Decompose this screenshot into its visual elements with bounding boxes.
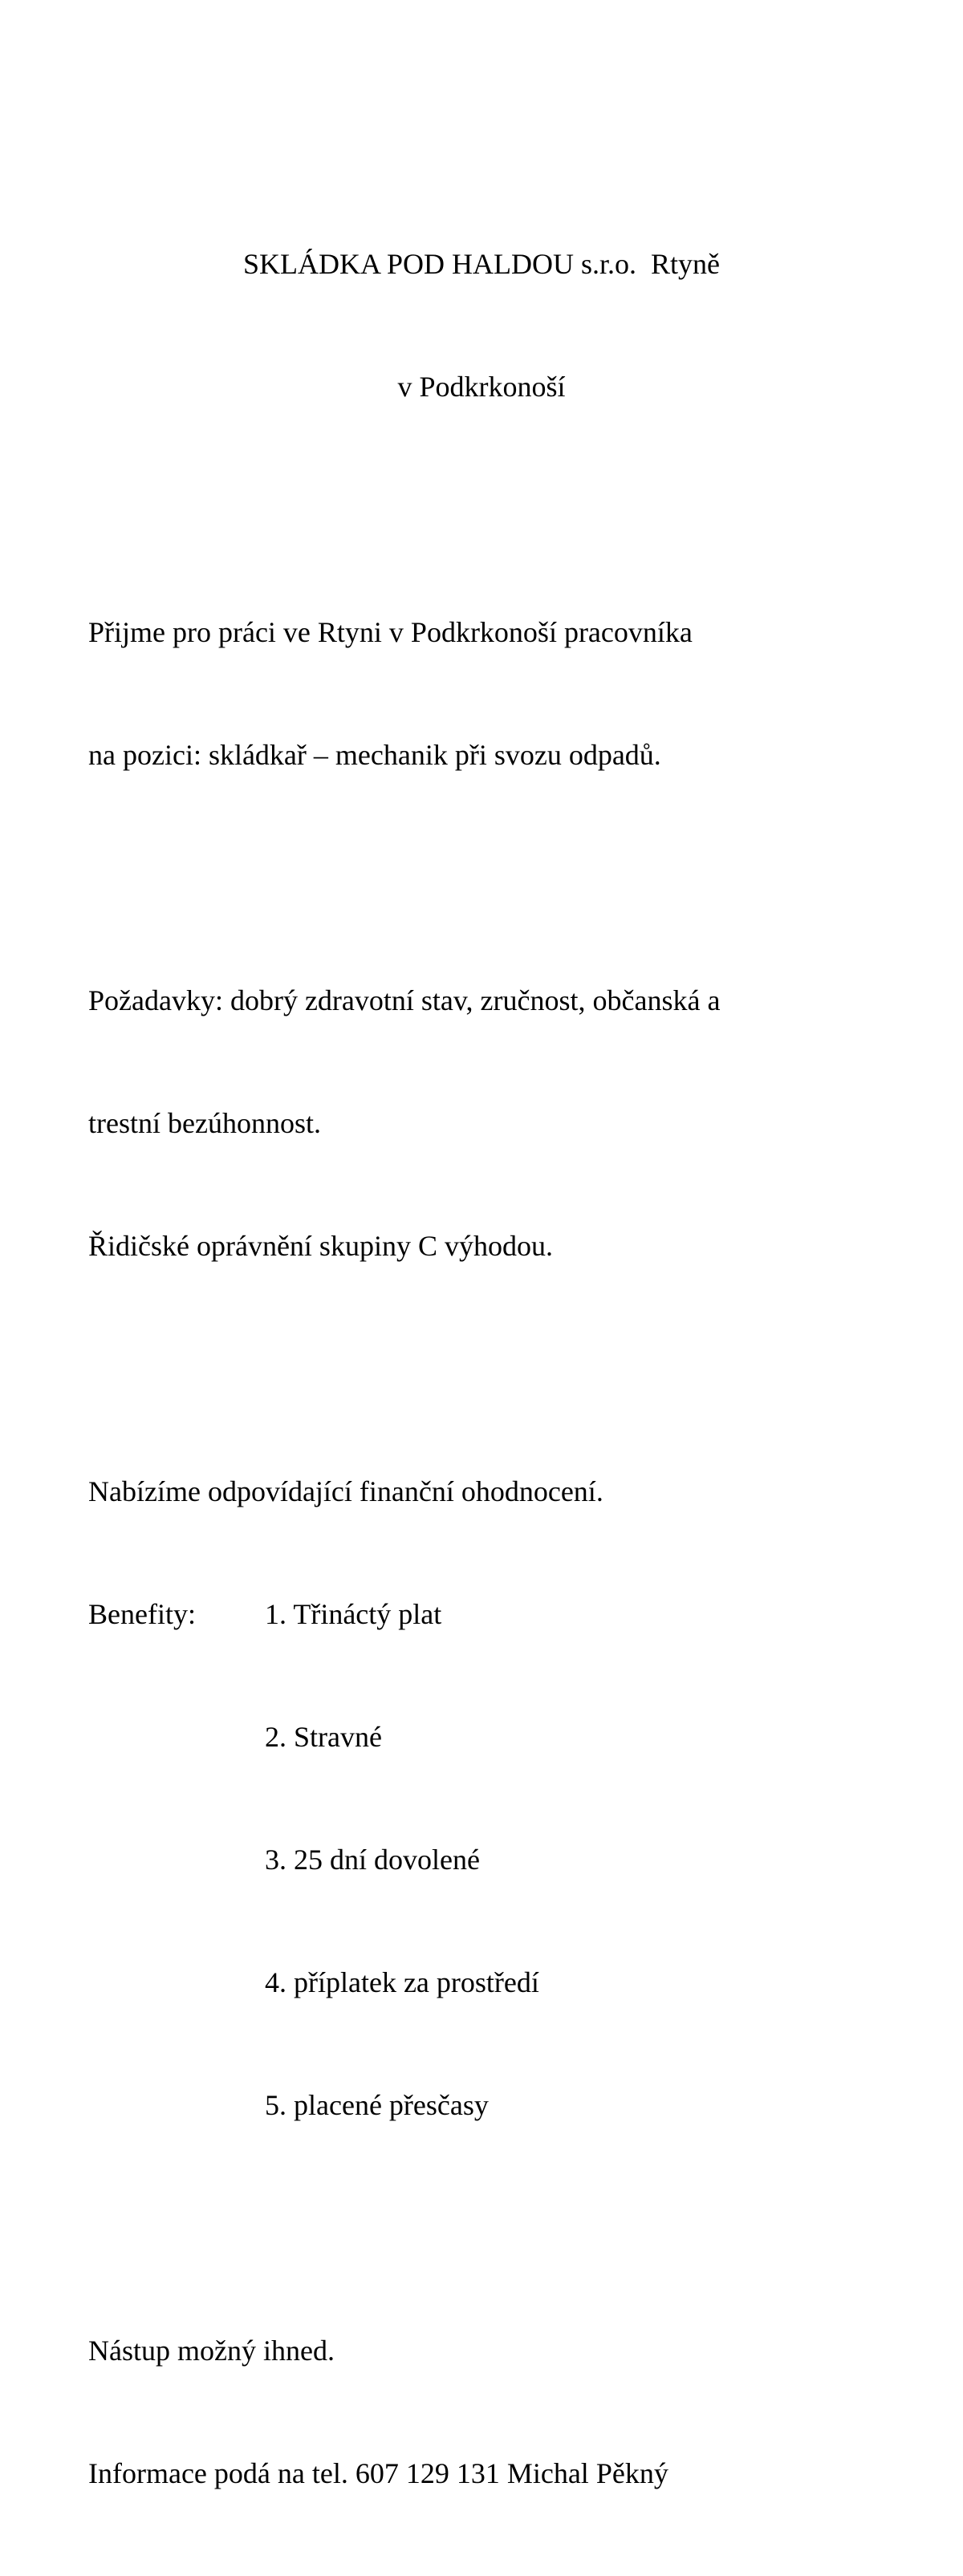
benefit-item-3: 3. 25 dní dovolené — [265, 1844, 480, 1876]
requirements-paragraph — [88, 899, 883, 1349]
document-title — [88, 162, 875, 489]
closing-paragraph — [88, 2249, 883, 2576]
benefit-item-5: 5. placené přesčasy — [265, 2089, 489, 2121]
requirements-line-3: Řidičské oprávnění skupiny C výhodou. — [88, 1230, 553, 1262]
offer-line: Nabízíme odpovídající finanční ohodnocení. — [88, 1475, 603, 1507]
benefit-item-4: 4. příplatek za prostředí — [265, 1966, 539, 1998]
title-line-1: SKLÁDKA POD HALDOU s.r.o. Rtyně — [242, 248, 721, 280]
intro-line-1: Přijme pro práci ve Rtyni v Podkrkonoší pracovníka — [88, 616, 693, 648]
benefit-item-2: 2. Stravné — [265, 1721, 382, 1753]
requirements-line-2: trestní bezúhonnost. — [88, 1107, 321, 1139]
benefits-label: Benefity: — [88, 1598, 196, 1630]
intro-paragraph — [88, 530, 883, 858]
title-line-2: v Podkrkonoší — [397, 371, 566, 403]
benefit-item-1: 1. Třináctý plat — [265, 1598, 442, 1630]
contact-line: Informace podá na tel. 607 129 131 Michal Pěkný — [88, 2457, 668, 2489]
offer-paragraph — [88, 1389, 883, 2208]
start-date-line: Nástup možný ihned. — [88, 2335, 335, 2367]
requirements-line-1: Požadavky: dobrý zdravotní stav, zručnost, občanská a — [88, 984, 721, 1016]
intro-line-2: na pozici: skládkař – mechanik při svozu odpadů. — [88, 739, 661, 771]
benefits-row — [88, 1594, 883, 1635]
